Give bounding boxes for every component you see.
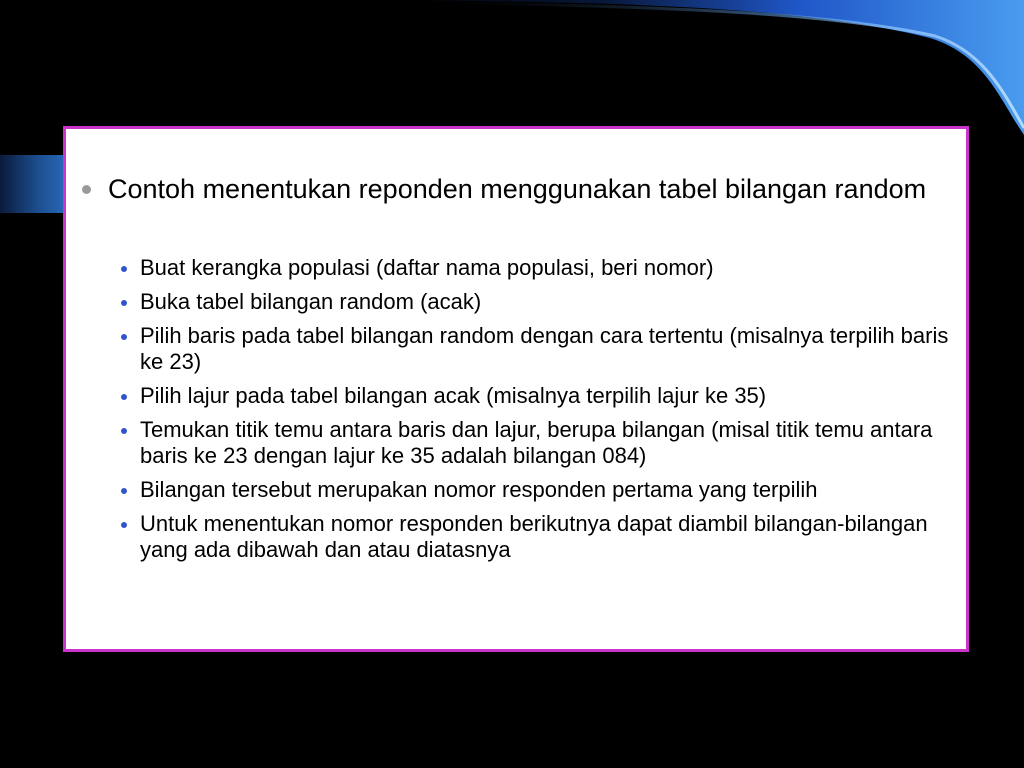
sub-bullet-text: Untuk menentukan nomor responden berikutnya dapat diambil bilangan-bilangan yang ada dibawah dan atau diatasnya	[140, 511, 928, 562]
sub-bullet-item	[121, 289, 951, 315]
main-bullet-dot-icon	[82, 185, 91, 194]
sub-bullet-text: Pilih lajur pada tabel bilangan acak (misalnya terpilih lajur ke 35)	[140, 383, 767, 408]
sub-bullet-dot-icon	[121, 334, 127, 340]
sub-bullet-text: Buka tabel bilangan random (acak)	[140, 289, 482, 314]
decorative-left-tab	[0, 155, 70, 213]
sub-bullet-item	[121, 383, 951, 409]
sub-bullet-list	[121, 255, 951, 571]
sub-bullet-dot-icon	[121, 394, 127, 400]
sub-bullet-dot-icon	[121, 428, 127, 434]
sub-bullet-item	[121, 255, 951, 281]
sub-bullet-item	[121, 323, 951, 375]
sub-bullet-text: Bilangan tersebut merupakan nomor responden pertama yang terpilih	[140, 477, 818, 502]
sub-bullet-dot-icon	[121, 522, 127, 528]
decorative-blue-swoosh	[0, 0, 1024, 140]
sub-bullet-item	[121, 511, 951, 563]
sub-bullet-item	[121, 477, 951, 503]
main-bullet	[82, 173, 962, 205]
sub-bullet-dot-icon	[121, 488, 127, 494]
sub-bullet-text: Buat kerangka populasi (daftar nama populasi, beri nomor)	[140, 255, 714, 280]
sub-bullet-dot-icon	[121, 266, 127, 272]
content-panel	[63, 126, 969, 652]
sub-bullet-text: Pilih baris pada tabel bilangan random dengan cara tertentu (misalnya terpilih baris ke 23)	[140, 323, 949, 374]
main-bullet-text: Contoh menentukan reponden menggunakan tabel bilangan random	[108, 174, 927, 204]
sub-bullet-item	[121, 417, 951, 469]
sub-bullet-text: Temukan titik temu antara baris dan lajur, berupa bilangan (misal titik temu antara baris ke 23 dengan lajur ke 35 adalah bilangan 084)	[140, 417, 933, 468]
sub-bullet-dot-icon	[121, 300, 127, 306]
